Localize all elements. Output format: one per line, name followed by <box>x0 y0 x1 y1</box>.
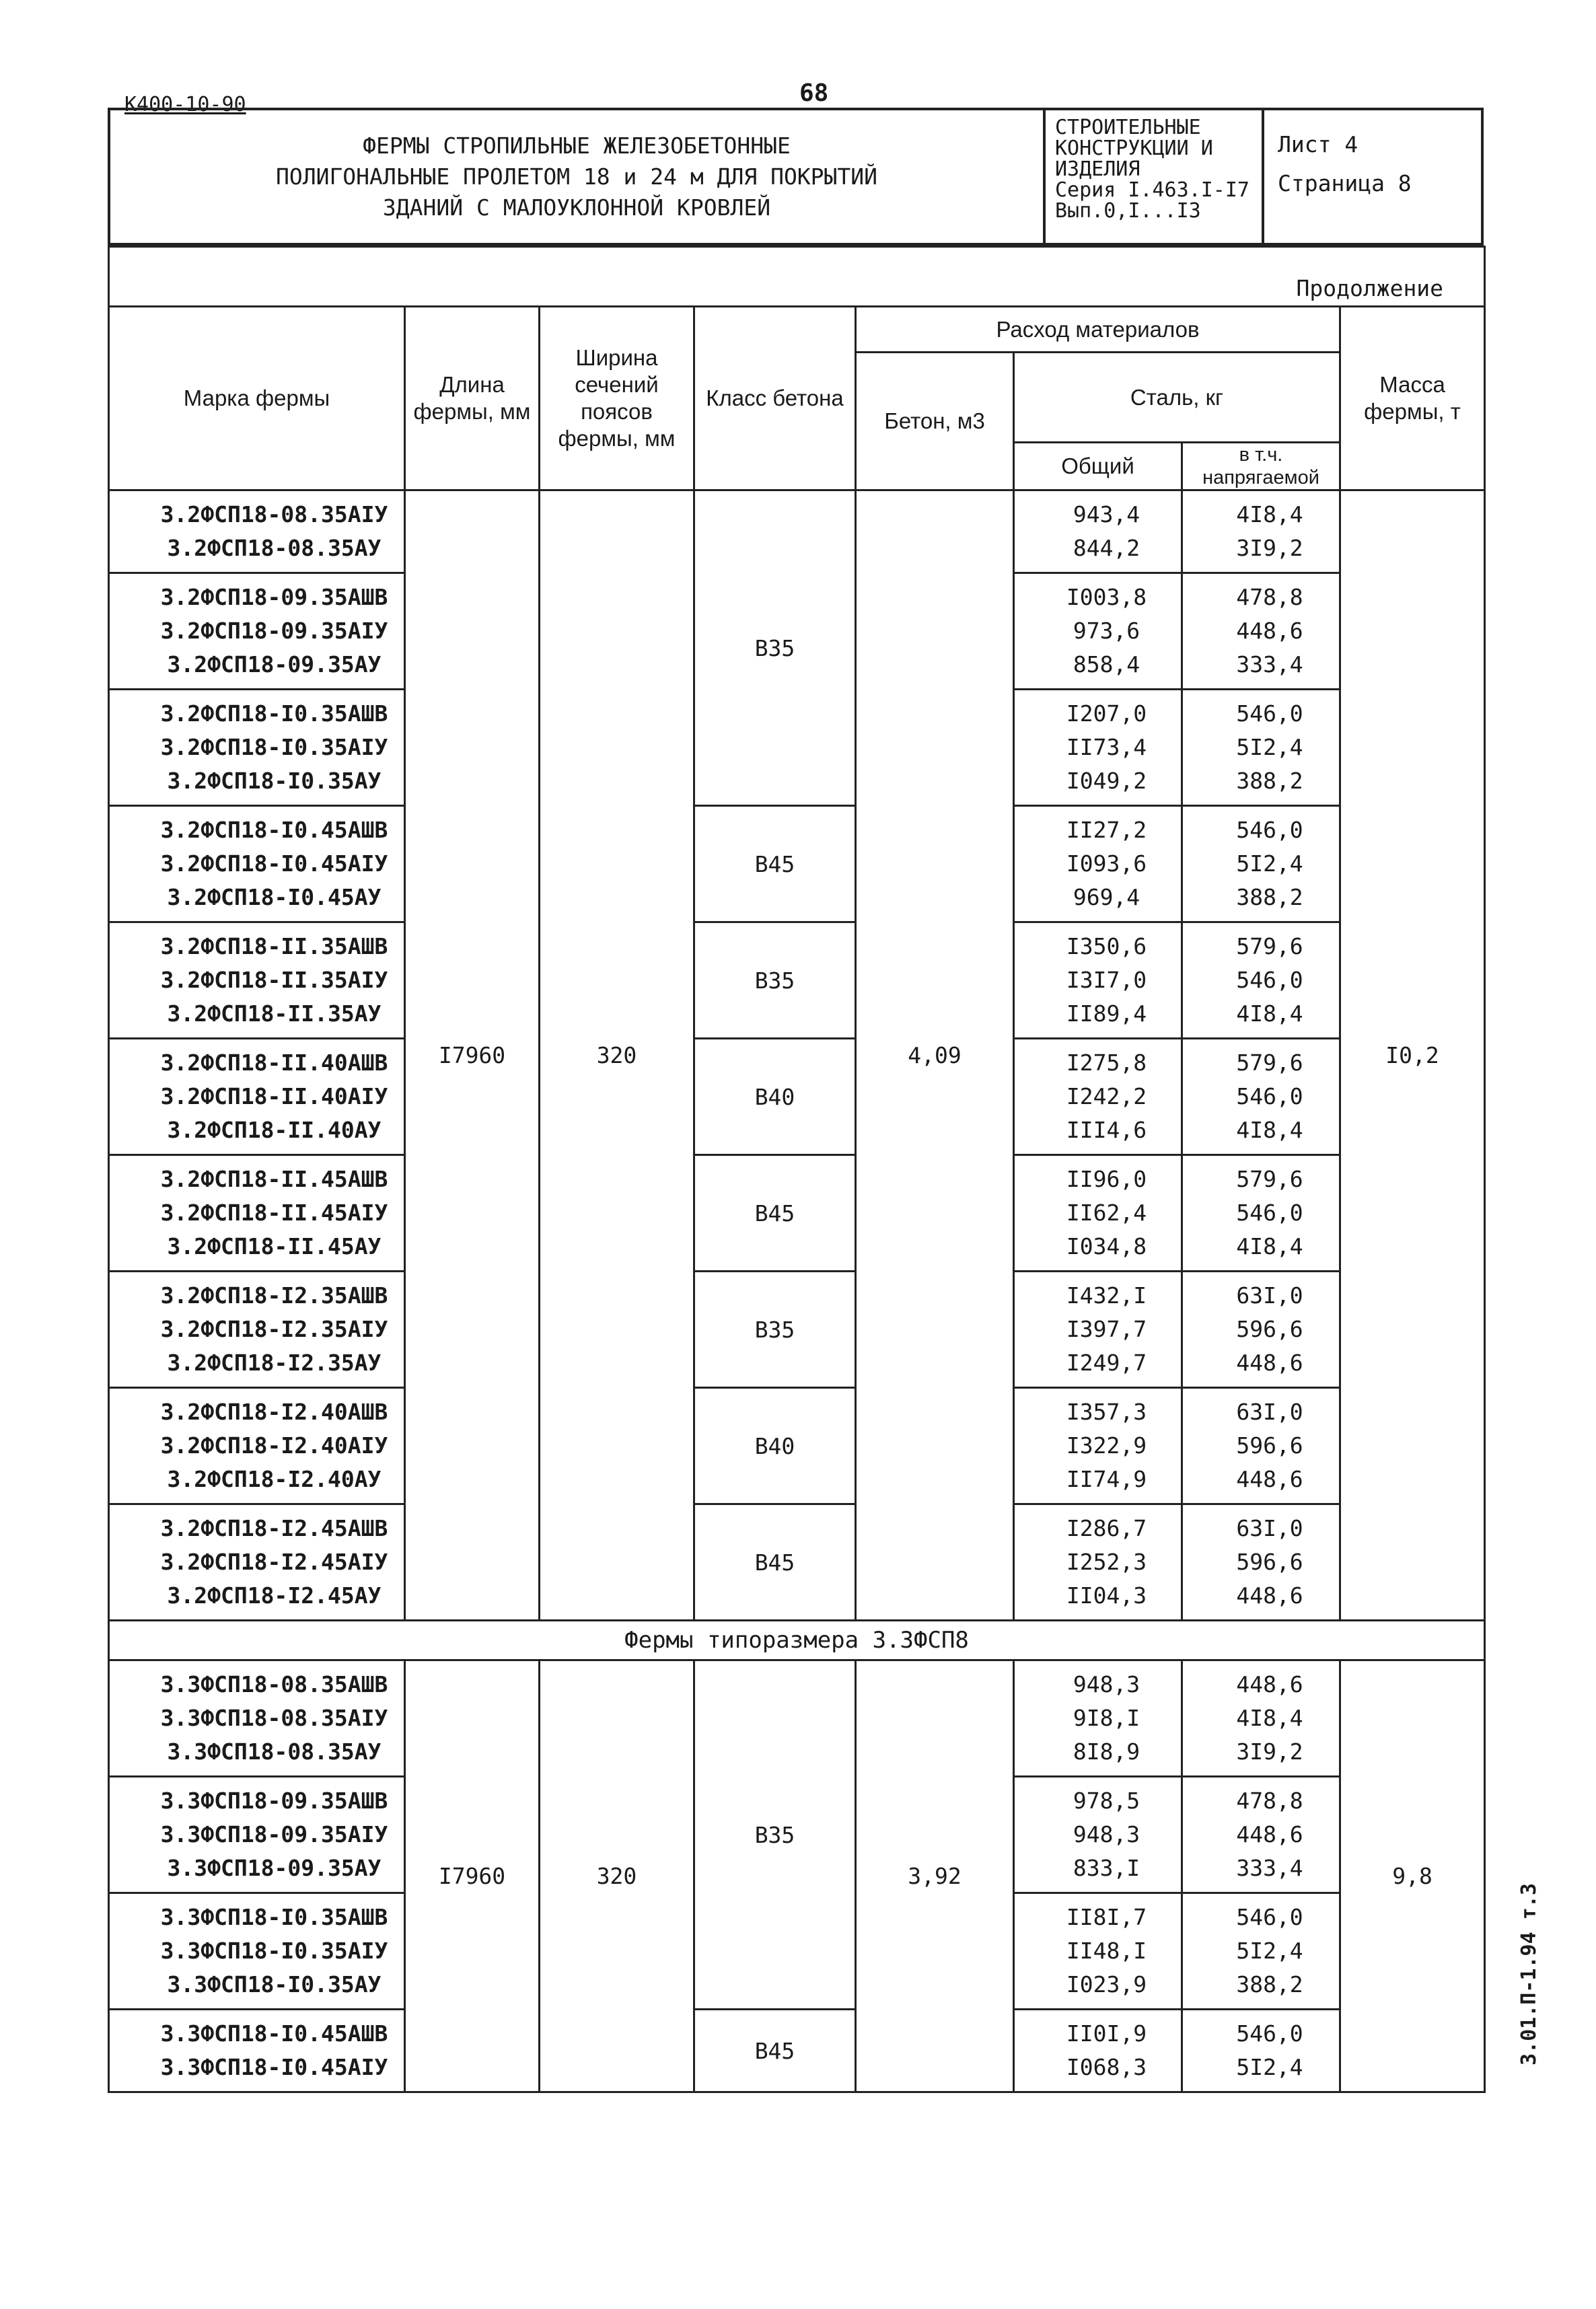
truss-marks <box>109 806 405 922</box>
steel-total <box>1014 1660 1182 1777</box>
steel-total-line: I003,8 <box>1066 584 1147 610</box>
steel-total-line: 973,6 <box>1073 618 1140 644</box>
truss-marks-line: 3.3ФСП18-I0.35АУ <box>167 1971 382 1998</box>
steel-total <box>1014 922 1182 1039</box>
steel-prestressed-line: 546,0 <box>1236 2020 1303 2047</box>
sheet-info <box>1264 110 1484 243</box>
steel-prestressed-line: 596,6 <box>1236 1316 1303 1342</box>
steel-prestressed-line: 4I8,4 <box>1236 1705 1303 1731</box>
steel-prestressed-line: 333,4 <box>1236 651 1303 677</box>
truss-marks <box>109 1777 405 1893</box>
truss-marks-line: 3.2ФСП18-I2.40АIУ <box>160 1432 388 1459</box>
steel-prestressed <box>1182 922 1340 1039</box>
steel-prestressed <box>1182 690 1340 806</box>
concrete-class: В45 <box>694 2010 856 2092</box>
table-row <box>109 1039 1485 1155</box>
truss-marks-line: 3.3ФСП18-I0.45АШВ <box>160 2020 388 2047</box>
steel-total-line: II73,4 <box>1066 734 1147 760</box>
table-row <box>109 1660 1485 1777</box>
truss-marks <box>109 573 405 690</box>
steel-prestressed-line: 63I,0 <box>1236 1399 1303 1425</box>
concrete-class: В45 <box>694 1155 856 1272</box>
truss-marks-line: 3.2ФСП18-II.45АУ <box>167 1233 382 1259</box>
page-number: 68 <box>799 79 829 107</box>
chord-width: 320 <box>540 490 694 1621</box>
continuation-label: Продолжение <box>109 247 1485 307</box>
steel-total-line: 8I8,9 <box>1073 1738 1140 1765</box>
truss-marks-line: 3.3ФСП18-I0.35АШВ <box>160 1904 388 1930</box>
steel-total-line: 978,5 <box>1073 1788 1140 1814</box>
steel-prestressed-line: 448,6 <box>1236 618 1303 644</box>
steel-total-line: I249,7 <box>1066 1350 1147 1376</box>
truss-marks <box>109 922 405 1039</box>
steel-prestressed <box>1182 1777 1340 1893</box>
truss-marks-line: 3.2ФСП18-08.35АIУ <box>160 501 388 527</box>
truss-marks-line: 3.2ФСП18-I2.45АУ <box>167 1582 382 1609</box>
steel-prestressed-line: 546,0 <box>1236 967 1303 993</box>
steel-total-line: 948,3 <box>1073 1821 1140 1847</box>
steel-prestressed-line: 596,6 <box>1236 1549 1303 1575</box>
title-block <box>108 108 1484 246</box>
steel-prestressed-line: 478,8 <box>1236 1788 1303 1814</box>
steel-total-line: II8I,7 <box>1066 1904 1147 1930</box>
concrete-class: В40 <box>694 1039 856 1155</box>
steel-prestressed-line: 3I9,2 <box>1236 535 1303 561</box>
truss-marks-line: 3.3ФСП18-09.35АIУ <box>160 1821 388 1847</box>
materials-table <box>108 246 1486 2093</box>
truss-marks-line: 3.3ФСП18-I0.35АIУ <box>160 1938 388 1964</box>
header-concrete: Бетон, м3 <box>856 353 1014 490</box>
truss-marks <box>109 1893 405 2010</box>
steel-total <box>1014 1272 1182 1388</box>
steel-total-line: II62,4 <box>1066 1200 1147 1226</box>
steel-total-line: I093,6 <box>1066 850 1147 877</box>
truss-marks-line: 3.3ФСП18-08.35АУ <box>167 1738 382 1765</box>
truss-marks <box>109 1272 405 1388</box>
header-class: Класс бетона <box>694 307 856 490</box>
truss-marks-line: 3.2ФСП18-I2.40АШВ <box>160 1399 388 1425</box>
steel-total-line: II0I,9 <box>1066 2020 1147 2047</box>
steel-total-line: I023,9 <box>1066 1971 1147 1998</box>
steel-prestressed-line: 579,6 <box>1236 1050 1303 1076</box>
steel-prestressed <box>1182 490 1340 573</box>
steel-prestressed-line: 448,6 <box>1236 1350 1303 1376</box>
truss-marks-line: 3.3ФСП18-09.35АУ <box>167 1855 382 1881</box>
truss-marks-line: 3.2ФСП18-II.45АIУ <box>160 1200 388 1226</box>
concrete-class: В45 <box>694 1504 856 1621</box>
steel-prestressed-line: 388,2 <box>1236 884 1303 910</box>
steel-prestressed-line: 478,8 <box>1236 584 1303 610</box>
truss-marks-line: 3.2ФСП18-I0.35АIУ <box>160 734 388 760</box>
steel-prestressed <box>1182 1272 1340 1388</box>
side-code: 3.01.П-1.94 т.3 <box>1517 1883 1541 2065</box>
truss-marks-line: 3.2ФСП18-09.35АУ <box>167 651 382 677</box>
steel-total-line: I207,0 <box>1066 700 1147 727</box>
truss-marks-line: 3.2ФСП18-II.45АШВ <box>160 1166 388 1192</box>
steel-prestressed <box>1182 806 1340 922</box>
table-row <box>109 1272 1485 1388</box>
header-consumption: Расход материалов <box>856 307 1340 353</box>
steel-prestressed-line: 4I8,4 <box>1236 501 1303 527</box>
steel-total <box>1014 1893 1182 2010</box>
steel-total-line: 858,4 <box>1073 651 1140 677</box>
truss-marks-line: 3.2ФСП18-I2.40АУ <box>167 1466 382 1492</box>
steel-prestressed-line: 4I8,4 <box>1236 1233 1303 1259</box>
header-mark: Марка фермы <box>109 307 405 490</box>
header-steel-prestressed: в т.ч. напрягаемой <box>1182 443 1340 490</box>
concrete-class: В40 <box>694 1388 856 1504</box>
steel-total <box>1014 1039 1182 1155</box>
title-line: ПОЛИГОНАЛЬНЫЕ ПРОЛЕТОМ 18 и 24 м ДЛЯ ПОКРЫТИЙ <box>275 163 878 190</box>
steel-prestressed-line: 388,2 <box>1236 1971 1303 1998</box>
chord-width: 320 <box>540 1660 694 2092</box>
concrete-class: В35 <box>694 1272 856 1388</box>
truss-marks <box>109 1388 405 1504</box>
steel-prestressed-line: 546,0 <box>1236 1200 1303 1226</box>
steel-prestressed <box>1182 1893 1340 2010</box>
steel-total <box>1014 1155 1182 1272</box>
series-line: СТРОИТЕЛЬНЫЕ <box>1055 116 1201 139</box>
truss-marks-line: 3.2ФСП18-08.35АУ <box>167 535 382 561</box>
section-1-body <box>109 490 1485 1621</box>
truss-marks <box>109 2010 405 2092</box>
steel-total-line: I275,8 <box>1066 1050 1147 1076</box>
steel-prestressed-line: 448,6 <box>1236 1671 1303 1697</box>
concrete-class: В35 <box>694 922 856 1039</box>
truss-marks-line: 3.2ФСП18-I0.35АУ <box>167 768 382 794</box>
truss-marks-line: 3.2ФСП18-I2.35АУ <box>167 1350 382 1376</box>
truss-marks-line: 3.2ФСП18-I2.45АIУ <box>160 1549 388 1575</box>
header-width: Ширина сечений поясов фермы, мм <box>540 307 694 490</box>
concrete-volume: 3,92 <box>856 1660 1014 2092</box>
steel-prestressed-line: 4I8,4 <box>1236 1000 1303 1027</box>
truss-marks-line: 3.2ФСП18-I2.35АШВ <box>160 1282 388 1309</box>
steel-prestressed <box>1182 1504 1340 1621</box>
header-steel-total: Общий <box>1014 443 1182 490</box>
steel-total-line: 9I8,I <box>1073 1705 1140 1731</box>
steel-prestressed <box>1182 1660 1340 1777</box>
steel-total-line: II48,I <box>1066 1938 1147 1964</box>
concrete-volume: 4,09 <box>856 490 1014 1621</box>
steel-total <box>1014 490 1182 573</box>
table-row <box>109 1155 1485 1272</box>
steel-prestressed-line: 546,0 <box>1236 700 1303 727</box>
header-length: Длина фермы, мм <box>405 307 540 490</box>
series-line: КОНСТРУКЦИИ И <box>1055 137 1213 160</box>
table-row <box>109 2010 1485 2092</box>
steel-total-line: 833,I <box>1073 1855 1140 1881</box>
table-row <box>109 806 1485 922</box>
steel-total-line: I397,7 <box>1066 1316 1147 1342</box>
steel-total-line: 969,4 <box>1073 884 1140 910</box>
steel-prestressed-line: 3I9,2 <box>1236 1738 1303 1765</box>
document-code: К400-10-90 <box>124 93 246 116</box>
truss-length: I7960 <box>405 1660 540 2092</box>
truss-marks-line: 3.2ФСП18-II.35АУ <box>167 1000 382 1027</box>
steel-prestressed-line: 63I,0 <box>1236 1282 1303 1309</box>
document-title <box>110 110 1046 243</box>
series-line: Серия I.463.I-I7 <box>1055 178 1249 202</box>
truss-marks-line: 3.3ФСП18-08.35АШВ <box>160 1671 388 1697</box>
truss-marks <box>109 1155 405 1272</box>
page-label: Страница 8 <box>1278 170 1412 196</box>
header-mass: Масса фермы, т <box>1340 307 1485 490</box>
steel-prestressed-line: 579,6 <box>1236 933 1303 959</box>
steel-prestressed-line: 546,0 <box>1236 1904 1303 1930</box>
steel-prestressed-line: 546,0 <box>1236 1083 1303 1109</box>
truss-marks-line: 3.2ФСП18-I0.45АШВ <box>160 817 388 843</box>
truss-marks-line: 3.2ФСП18-I0.35АШВ <box>160 700 388 727</box>
steel-prestressed-line: 63I,0 <box>1236 1515 1303 1541</box>
table-row <box>109 922 1485 1039</box>
sheet-number: Лист 4 <box>1278 131 1358 157</box>
section-2-title: Фермы типоразмера 3.3ФСП8 <box>109 1621 1485 1660</box>
steel-total-line: I357,3 <box>1066 1399 1147 1425</box>
steel-total-line: I3I7,0 <box>1066 967 1147 993</box>
table-row <box>109 490 1485 573</box>
concrete-class: В45 <box>694 806 856 922</box>
steel-prestressed-line: 579,6 <box>1236 1166 1303 1192</box>
truss-marks-line: 3.2ФСП18-II.40АУ <box>167 1117 382 1143</box>
steel-total-line: I242,2 <box>1066 1083 1147 1109</box>
steel-total-line: I049,2 <box>1066 768 1147 794</box>
steel-prestressed <box>1182 1155 1340 1272</box>
steel-total <box>1014 1504 1182 1621</box>
steel-total <box>1014 690 1182 806</box>
steel-total-line: I068,3 <box>1066 2054 1147 2080</box>
series-line: Вып.0,I...I3 <box>1055 199 1201 223</box>
steel-prestressed-line: 546,0 <box>1236 817 1303 843</box>
truss-marks-line: 3.2ФСП18-09.35АШВ <box>160 584 388 610</box>
steel-prestressed-line: 388,2 <box>1236 768 1303 794</box>
truss-marks-line: 3.2ФСП18-II.35АШВ <box>160 933 388 959</box>
steel-prestressed-line: 5I2,4 <box>1236 2054 1303 2080</box>
steel-total-line: II74,9 <box>1066 1466 1147 1492</box>
steel-prestressed-line: 333,4 <box>1236 1855 1303 1881</box>
truss-marks-line: 3.2ФСП18-II.40АIУ <box>160 1083 388 1109</box>
truss-marks <box>109 690 405 806</box>
steel-prestressed-line: 5I2,4 <box>1236 1938 1303 1964</box>
concrete-class: В35 <box>694 1660 856 2010</box>
steel-total-line: 844,2 <box>1073 535 1140 561</box>
truss-marks-line: 3.2ФСП18-I0.45АIУ <box>160 850 388 877</box>
steel-prestressed-line: 448,6 <box>1236 1466 1303 1492</box>
steel-total-line: II89,4 <box>1066 1000 1147 1027</box>
steel-prestressed-line: 596,6 <box>1236 1432 1303 1459</box>
truss-marks-line: 3.2ФСП18-09.35АIУ <box>160 618 388 644</box>
truss-marks <box>109 490 405 573</box>
steel-total-line: I350,6 <box>1066 933 1147 959</box>
steel-total-line: III4,6 <box>1066 1117 1147 1143</box>
steel-total <box>1014 2010 1182 2092</box>
steel-total-line: II96,0 <box>1066 1166 1147 1192</box>
steel-prestressed-line: 448,6 <box>1236 1582 1303 1609</box>
title-line: ЗДАНИЙ С МАЛОУКЛОННОЙ КРОВЛЕЙ <box>382 194 771 221</box>
steel-prestressed <box>1182 1388 1340 1504</box>
truss-marks-line: 3.2ФСП18-I2.35АIУ <box>160 1316 388 1342</box>
truss-length: I7960 <box>405 490 540 1621</box>
steel-total-line: 948,3 <box>1073 1671 1140 1697</box>
steel-total <box>1014 1388 1182 1504</box>
section-2-body <box>109 1660 1485 2092</box>
truss-marks-line: 3.3ФСП18-09.35АШВ <box>160 1788 388 1814</box>
concrete-class: В35 <box>694 490 856 806</box>
truss-mass: 9,8 <box>1340 1660 1485 2092</box>
steel-total-line: 943,4 <box>1073 501 1140 527</box>
header-steel: Сталь, кг <box>1014 353 1340 443</box>
steel-total-line: I322,9 <box>1066 1432 1147 1459</box>
steel-prestressed-line: 4I8,4 <box>1236 1117 1303 1143</box>
steel-total <box>1014 806 1182 922</box>
truss-marks <box>109 1504 405 1621</box>
steel-total <box>1014 1777 1182 1893</box>
truss-marks-line: 3.2ФСП18-II.35АIУ <box>160 967 388 993</box>
truss-marks-line: 3.3ФСП18-08.35АIУ <box>160 1705 388 1731</box>
truss-marks-line: 3.2ФСП18-II.40АШВ <box>160 1050 388 1076</box>
series-info <box>1046 110 1264 243</box>
table-row <box>109 1388 1485 1504</box>
truss-marks-line: 3.2ФСП18-I2.45АШВ <box>160 1515 388 1541</box>
steel-prestressed <box>1182 1039 1340 1155</box>
steel-total-line: I034,8 <box>1066 1233 1147 1259</box>
steel-total-line: I432,I <box>1066 1282 1147 1309</box>
steel-total <box>1014 573 1182 690</box>
steel-total-line: I252,3 <box>1066 1549 1147 1575</box>
steel-total-line: II04,3 <box>1066 1582 1147 1609</box>
truss-mass: I0,2 <box>1340 490 1485 1621</box>
truss-marks-line: 3.2ФСП18-I0.45АУ <box>167 884 382 910</box>
table-row <box>109 1504 1485 1621</box>
steel-total-line: I286,7 <box>1066 1515 1147 1541</box>
title-line: ФЕРМЫ СТРОПИЛЬНЫЕ ЖЕЛЕЗОБЕТОННЫЕ <box>363 132 791 159</box>
steel-prestressed <box>1182 573 1340 690</box>
steel-prestressed-line: 5I2,4 <box>1236 850 1303 877</box>
steel-prestressed-line: 5I2,4 <box>1236 734 1303 760</box>
truss-marks <box>109 1660 405 1777</box>
truss-marks <box>109 1039 405 1155</box>
truss-marks-line: 3.3ФСП18-I0.45АIУ <box>160 2054 388 2080</box>
steel-prestressed-line: 448,6 <box>1236 1821 1303 1847</box>
steel-total-line: II27,2 <box>1066 817 1147 843</box>
series-line: ИЗДЕЛИЯ <box>1055 157 1140 181</box>
steel-prestressed <box>1182 2010 1340 2092</box>
